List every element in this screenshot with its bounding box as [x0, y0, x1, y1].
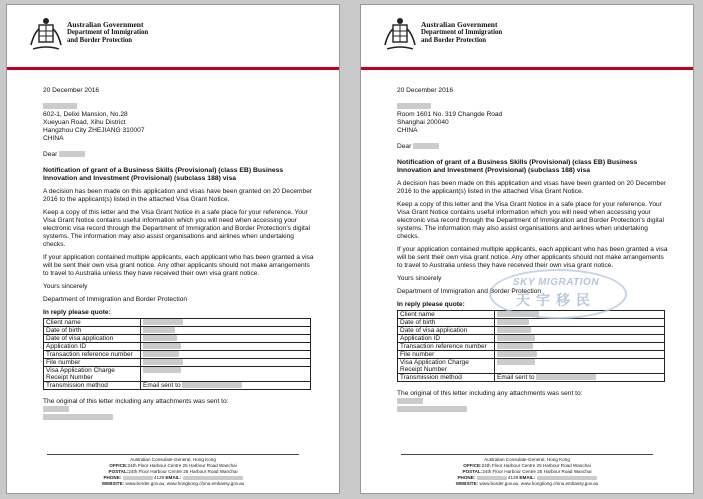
coat-of-arms-icon: [29, 15, 63, 55]
table-row: Application ID: [398, 335, 665, 343]
header-rule: [361, 67, 693, 70]
paragraph: If your application contained multiple applicants, each applicant who has been granted a visa will be sent their own visa grant notice. Any other applicants should not make arrangements to travel to Australia unless they have received their own visa grant notice.: [397, 246, 668, 269]
paragraph: Keep a copy of this letter and the Visa Grant Notice in a safe place for your reference. Your Visa Grant Notice contains useful information which you will need when accessing your electronic visa record through the Department of Immigration and Border Protection's digital systems. The information may also assist organisations and airlines when undertaking checks.: [397, 201, 664, 240]
address-line: Room 1601 No. 319 Changde Road: [397, 111, 503, 118]
signoff: Department of Immigration and Border Protection: [397, 288, 542, 295]
table-row: Transaction reference number: [44, 351, 311, 359]
address-line: 602-1, Delixi Mansion, No.28: [43, 111, 128, 118]
letter-footer: Australian Consulate-General, Hong Kong OFFICE:24th Floor Harbour Centre 25 Harbour Road Wanchai POSTAL:24th Floor Harbour Centre 25 Harbour Road Wanchai PHONE: 4139 EMAIL: WEBSITE: www.border.gov.au, www.hongkong.china.embassy.gov.au: [7, 454, 339, 487]
table-row: Visa Application Charge Receipt Number: [44, 367, 311, 382]
letter-body: [43, 87, 315, 422]
letter-header: [7, 5, 339, 75]
table-row: File number: [44, 359, 311, 367]
table-row: Transaction reference number: [398, 343, 665, 351]
table-row: File number: [398, 351, 665, 359]
header-rule: [7, 67, 339, 70]
paragraph: A decision has been made on this application and visas have been granted on 20 December 2016 to the applicant(s) listed in the attached Visa Grant Notice.: [43, 188, 313, 203]
address-line: CHINA: [43, 135, 64, 142]
table-row: Date of visa application: [398, 327, 665, 335]
letter-page-left: [6, 4, 340, 494]
letter-date: 20 December 2016: [397, 87, 454, 94]
signoff: Department of Immigration and Border Protection: [43, 296, 188, 303]
table-row: Transmission method Email sent to: [44, 382, 311, 390]
letter-page-right: [360, 4, 694, 494]
letter-body: [397, 87, 669, 414]
letter-header: [361, 5, 693, 75]
address-line: Xueyuan Road, Xihu District: [43, 119, 126, 126]
closing: Yours sincerely: [43, 283, 88, 290]
subject-line: Notification of grant of a Business Skills (Provisional) (class EB) Business Innovation and Investment (Provisional) (subclass 188) visa: [43, 167, 284, 182]
reference-table: [43, 318, 311, 390]
agency-name: Australian Government Department of Immigration and Border Protection: [67, 20, 149, 44]
redacted-name: [43, 103, 77, 109]
original-sent-note: The original of this letter including any attachments was sent to:: [397, 390, 583, 397]
closing: Yours sincerely: [397, 275, 442, 282]
reply-title: In reply please quote:: [397, 301, 465, 308]
reply-title: In reply please quote:: [43, 309, 111, 316]
address-line: Shanghai 200040: [397, 119, 449, 126]
paragraph: A decision has been made on this application and visas have been granted on 20 December 2016 to the applicant(s) listed in the attached Visa Grant Notice.: [397, 180, 667, 195]
letter-footer: Australian Consulate-General, Hong Kong OFFICE:24th Floor Harbour Centre 25 Harbour Road Wanchai POSTAL:24th Floor Harbour Centre 25 Harbour Road Wanchai PHONE: 4139 EMAIL: WEBSITE: www.border.gov.au, www.hongkong.china.embassy.gov.au: [361, 454, 693, 487]
sky-migration-watermark: SKY MIGRATION 天宇移民: [481, 263, 631, 333]
agency-name: Australian Government Department of Immigration and Border Protection: [421, 20, 503, 44]
table-row: Date of visa application: [44, 335, 311, 343]
paragraph: If your application contained multiple applicants, each applicant who has been granted a visa will be sent their own visa grant notice. Any other applicants should not make arrangements to travel to Australia unless they have received their own visa grant notice.: [43, 254, 314, 277]
table-row: Date of birth: [44, 327, 311, 335]
salutation: Dear: [43, 151, 315, 159]
table-row: Transmission method Email sent to: [398, 374, 665, 382]
table-row: Date of birth: [398, 319, 665, 327]
redacted-name: [397, 103, 431, 109]
table-row: Client name: [44, 319, 311, 327]
coat-of-arms-icon: [383, 15, 417, 55]
letter-date: 20 December 2016: [43, 87, 100, 94]
paragraph: Keep a copy of this letter and the Visa Grant Notice in a safe place for your reference. Your Visa Grant Notice contains useful information which you will need when accessing your electronic visa record through the Department of Immigration and Border Protection's digital systems. The information may also assist organisations and airlines when undertaking checks.: [43, 209, 310, 248]
salutation: Dear: [397, 143, 669, 151]
subject-line: Notification of grant of a Business Skills (Provisional) (class EB) Business Innovation and Investment (Provisional) (subclass 188) visa: [397, 159, 638, 174]
table-row: Visa Application Charge Receipt Number: [398, 359, 665, 374]
original-sent-note: The original of this letter including any attachments was sent to:: [43, 398, 229, 405]
address-line: CHINA: [397, 127, 418, 134]
table-row: Application ID: [44, 343, 311, 351]
address-line: Hangzhou City ZHEJIANG 310007: [43, 127, 145, 134]
table-row: Client name: [398, 311, 665, 319]
